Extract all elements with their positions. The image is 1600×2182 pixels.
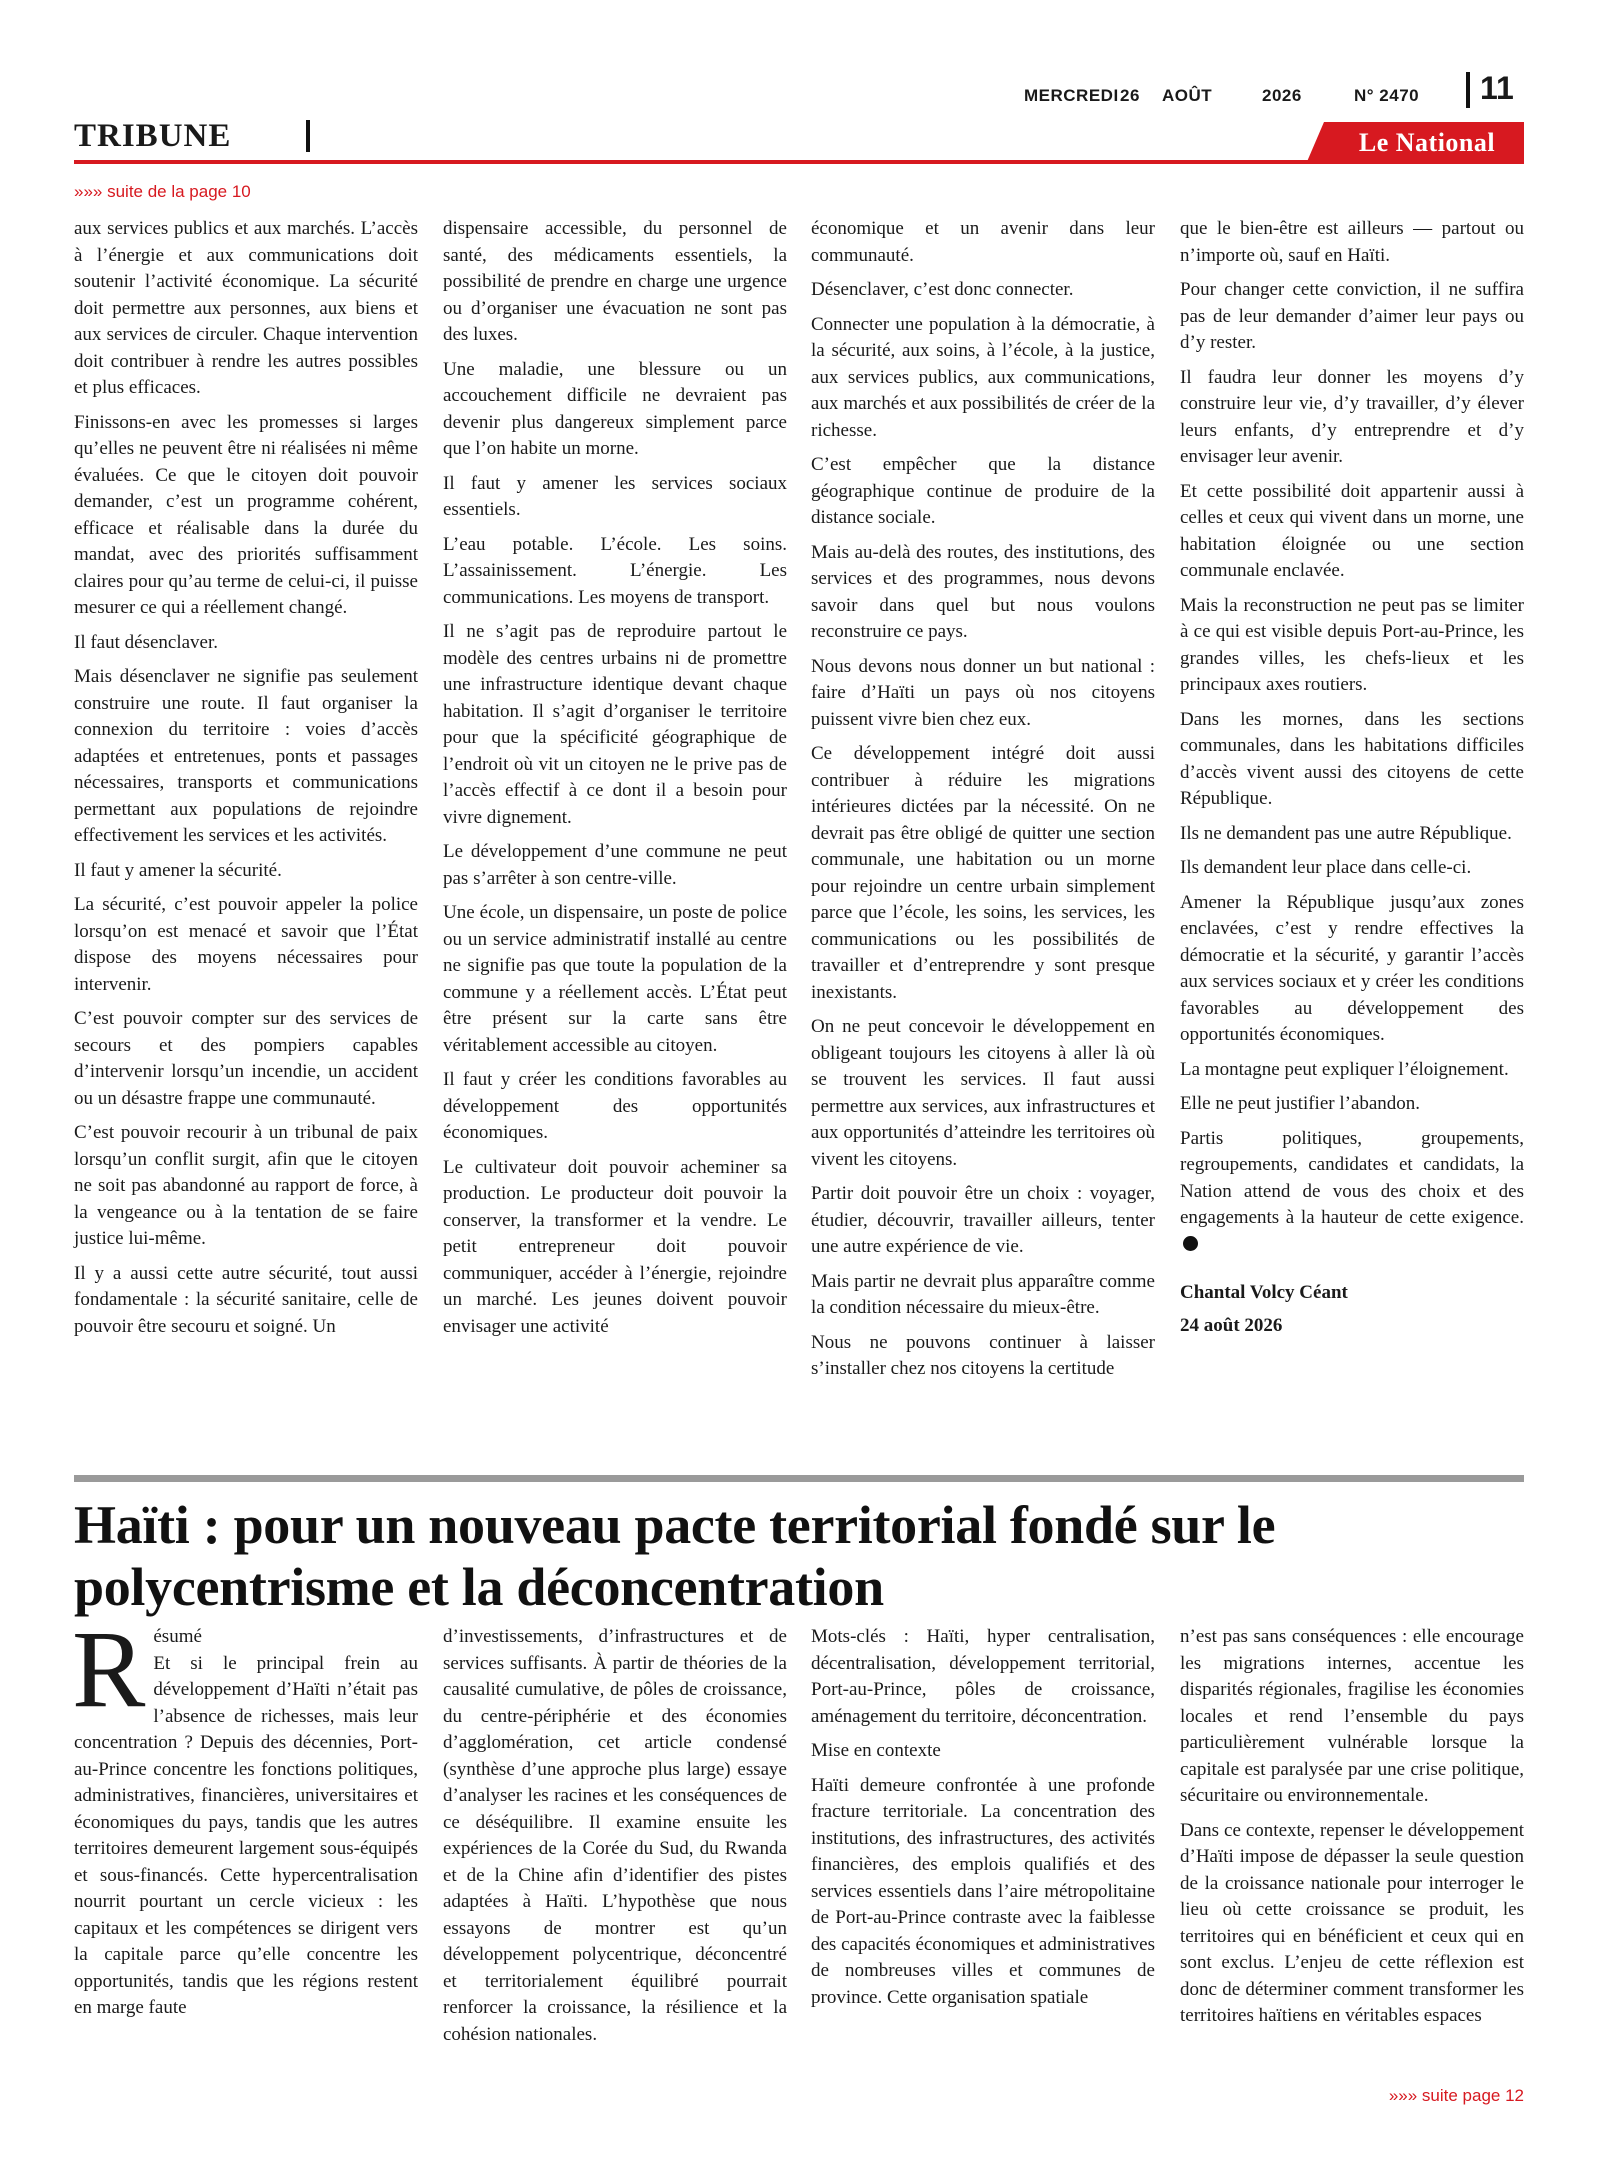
paragraph: Il faut y amener les services sociaux essentiels. (443, 472, 787, 520)
drop-cap: R (72, 1608, 146, 1730)
paragraph: Il faut désenclaver. (74, 631, 219, 653)
paragraph: Il faut y créer les conditions favorables au développement des opportunités économiques. (443, 1069, 787, 1143)
continued-from-link[interactable]: »»» suite de la page 10 (74, 182, 251, 201)
paragraph: Mais partir ne devrait plus apparaître comme la condition nécessaire du mieux-être. (811, 1270, 1155, 1318)
tribune-column-1 (74, 216, 418, 1348)
paragraph: C’est pouvoir compter sur des services de secours et des pompiers capables d’intervenir lorsqu’un incendie, un accident ou un désastre frappe une communauté. (74, 1008, 418, 1109)
paragraph: Mais désenclaver ne signifie pas seulement construire une route. Il faut organiser la connexion du territoire : voies d’accès adaptées et entretenues, ponts et passages nécessaires, transports et communications permettant aux populations de rejoindre effectivement les services et les activités. (74, 666, 418, 846)
paragraph: n’est pas sans conséquences : elle encourage les migrations internes, accentue les disparités régionales, fragilise les économies locales et rend l’ensemble du pays particulièrement vulnérable lorsque la capitale est paralysée par une crise politique, sécuritaire ou environnementale. (1180, 1626, 1524, 1806)
paragraph: Il y a aussi cette autre sécurité, tout aussi fondamentale : la sécurité sanitaire, celle de pouvoir être secouru et soigné. Un (74, 1262, 418, 1337)
paragraph: Il ne s’agit pas de reproduire partout le modèle des centres urbains ni de promettre une infrastructure identique devant chaque habitation. Il s’agit d’organiser le territoire pour que la spécificité géographique de l’endroit où vit un citoyen ne le prive pas de l’accès effectif à ce dont il a besoin pour vivre dignement. (443, 621, 787, 828)
paragraph: Finissons-en avec les promesses si larges qu’elles ne peuvent être ni réalisées ni même évaluées. Ce que le citoyen doit pouvoir demander, c’est un programme cohérent, efficace et réalisable dans la durée du mandat, avec des priorités suffisamment claires pour qu’au terme de celui-ci, il puisse mesurer ce qui a réellement changé. (74, 411, 418, 618)
end-of-article-icon (1183, 1236, 1198, 1251)
paragraph: Elle ne peut justifier l’abandon. (1180, 1093, 1421, 1114)
paragraph: Ils ne demandent pas une autre République. (1180, 822, 1512, 844)
tribune-column-2 (443, 216, 787, 1348)
tribune-column-4 (1180, 216, 1524, 1347)
paragraph: dispensaire accessible, du personnel de santé, des médicaments essentiels, la possibilité de prendre en charge une urgence ou d’organiser une évacuation ne sont pas des luxes. (443, 218, 787, 345)
issue-date-number: 26 (1120, 86, 1140, 105)
paragraph: économique et un avenir dans leur communauté. (811, 218, 1155, 266)
paragraph: d’investissements, d’infrastructures et de services suffisants. À partir de théories de la causalité cumulative, de pôles de croissance, du centre-périphérie et des économies d’agglomération, cet article condensé (synthèse d’une approche plus large) essaye d’analyser les racines et les conséquences de ce déséquilibre. Il examine ensuite les expériences de la Corée du Sud, du Rwanda et de la Chine afin d’identifier des pistes adaptées à Haïti. L’hypothèse que nous essayons de montrer est qu’un développement polycentrique, déconcentré et territorialement équilibré pourrait renforcer la croissance, la résilience et la cohésion nationales. (443, 1626, 787, 2045)
paragraph: Dans ce contexte, repenser le développement d’Haïti impose de dépasser la seule question de la croissance nationale pour interroger le lieu où cette croissance se produit, les territoires qui en bénéficient et ceux qui en sont exclus. L’enjeu de cette réflexion est donc de déterminer comment transformer les territoires haïtiens en véritables espaces (1180, 1819, 1524, 2026)
paragraph: C’est pouvoir recourir à un tribunal de paix lorsqu’un conflit surgit, afin que le citoyen ne soit pas abandonné au rapport de force, à la vengeance ou à la tentation de se faire justice lui-même. (74, 1122, 418, 1249)
subheading: Mise en contexte (811, 1740, 941, 1761)
paragraph: Nous ne pouvons continuer à laisser s’installer chez nos citoyens la certitude (811, 1331, 1155, 1379)
paragraph: aux services publics et aux marchés. L’accès à l’énergie et aux communications doit soutenir l’activité économique. La sécurité doit permettre aux personnes, aux biens et aux services de circuler. Chaque intervention doit contribuer à rendre les autres possibles et plus efficaces. (74, 218, 418, 398)
paragraph: Connecter une population à la démocratie, à la sécurité, aux soins, à l’école, à la justice, aux services publics, aux communications, aux marchés et aux possibilités de créer de la richesse. (811, 313, 1155, 441)
paragraph: La montagne peut expliquer l’éloignement. (1180, 1058, 1509, 1080)
issue-year: 2026 (1262, 86, 1302, 105)
article2-column-4 (1180, 1624, 1524, 2038)
paragraph: L’eau potable. L’école. Les soins. L’assainissement. L’énergie. Les communications. Les moyens de transport. (443, 533, 787, 608)
paragraph: C’est empêcher que la distance géographique continue de produire de la distance sociale. (811, 454, 1155, 528)
paragraph: Mais au-delà des routes, des institutions, des services et des programmes, nous devons savoir dans quel but nous voulons reconstruire ce pays. (811, 541, 1155, 642)
newspaper-logo: Le National (1358, 128, 1496, 157)
continued-to-link[interactable]: »»» suite page 12 (1388, 2086, 1524, 2105)
paragraph: Amener la République jusqu’aux zones enclavées, c’est y rendre effectives la démocratie et la sécurité, y garantir l’accès aux services sociaux et y créer les conditions favorables au développement des opportunités économiques. (1180, 891, 1524, 1045)
issue-meta (1024, 82, 1424, 110)
article2-column-1 (72, 1608, 418, 2030)
paragraph: Il faudra leur donner les moyens d’y construire leur vie, d’y travailler, d’y élever leurs enfants, d’y entreprendre et d’y envisager leur avenir. (1180, 366, 1524, 467)
article-headline: Haïti : pour un nouveau pacte territorial fondé sur le polycentrisme et la déconcentration (74, 1495, 1276, 1617)
author-date: 24 août 2026 (1180, 1314, 1283, 1336)
header-rule (74, 160, 1524, 164)
paragraph: Le développement d’une commune ne peut pas s’arrêter à son centre-ville. (443, 841, 787, 889)
paragraph-text: Partis politiques, groupements, regroupements, candidates et candidats, la Nation attend de vous des choix et des engagements à la hauteur de cette exigence. (1180, 1127, 1524, 1228)
paragraph: Haïti demeure confrontée à une profonde fracture territoriale. La concentration des institutions, des infrastructures, des activités financières, des emplois qualifiés et des services essentiels dans l’aire métropolitaine de Port-au-Prince contraste avec la faiblesse des capacités économiques et administratives de nombreuses villes et communes de province. Cette organisation spatiale (811, 1774, 1155, 2008)
article2-column-3 (811, 1624, 1155, 2019)
paragraph: La sécurité, c’est pouvoir appeler la police lorsqu’on est menacé et savoir que l’État dispose des moyens nécessaires pour intervenir. (74, 894, 418, 995)
paragraph: Il faut y amener la sécurité. (74, 859, 282, 881)
paragraph: Ce développement intégré doit aussi contribuer à réduire les migrations intérieures dictées par la nécessité. On ne devrait pas être obligé de quitter une section communale, une habitation ou un morne pour rejoindre un centre urbain simplement parce que l’école, les soins, les services, les communications ou les possibilités de travailler et d’entreprendre y sont presque inexistants. (811, 743, 1155, 1003)
paragraph: Une maladie, une blessure ou un accouchement difficile ne devraient pas devenir plus dangereux simplement parce que l’on habite un morne. (443, 358, 787, 459)
tribune-column-3 (811, 216, 1155, 1391)
author-name: Chantal Volcy Céant (1180, 1282, 1348, 1303)
section-title: TRIBUNE (74, 118, 232, 154)
paragraph: Partir doit pouvoir être un choix : voyager, étudier, découvrir, travailler ailleurs, tenter une autre expérience de vie. (811, 1183, 1155, 1257)
paragraph-final (1180, 1126, 1524, 1259)
paragraph: Dans les mornes, dans les sections communales, dans les habitations difficiles d’accès vivent aussi des citoyens de cette République. (1180, 708, 1524, 809)
paragraph: On ne peut concevoir le développement en obligeant toujours les citoyens à aller là où se trouvent les services. Il faut aussi permettre aux services, aux infrastructures et aux opportunités d’atteindre les territoires où vivent les citoyens. (811, 1016, 1155, 1170)
paragraph: Une école, un dispensaire, un poste de police ou un service administratif installé au centre ne signifie pas que toute la population de la commune y a réellement accès. L’État peut être présent sur la carte sans être véritablement accessible au citoyen. (443, 902, 787, 1056)
paragraph: Mais la reconstruction ne peut pas se limiter à ce qui est visible depuis Port-au-Prince, les grandes villes, les chefs-lieux et les principaux axes routiers. (1180, 594, 1524, 695)
page-number-divider (1466, 72, 1470, 108)
issue-day: MERCREDI (1024, 86, 1119, 105)
paragraph: Et si le principal frein au développement d’Haïti n’était pas l’absence de richesses, mais leur concentration ? Depuis des décennies, Port-au-Prince concentre les fonctions politiques, administratives, financières, universitaires et économiques du pays, tandis que les autres territoires demeurent largement sous-équipés et sous-financés. Cette hypercentralisation nourrit pourtant un cercle vicieux : les capitaux et les compétences se dirigent vers la capitale parce qu’elle concentre les opportunités, tandis que les régions restent en marge faute (74, 1652, 418, 2018)
paragraph: Nous devons nous donner un but national : faire d’Haïti un pays où nos citoyens puissent vivre bien chez eux. (811, 655, 1155, 730)
paragraph: Pour changer cette conviction, il ne suffira pas de leur demander d’aimer leur pays ou d’y rester. (1180, 279, 1524, 353)
issue-month: AOÛT (1162, 86, 1213, 105)
paragraph: Le cultivateur doit pouvoir acheminer sa production. Le producteur doit pouvoir la conserver, la transformer et la vendre. Le petit entrepreneur doit pouvoir communiquer, accéder à l’énergie, rejoindre un marché. Les jeunes doivent pouvoir envisager une activité (443, 1156, 787, 1337)
page-number: 11 (1480, 70, 1514, 106)
article2-column-2 (443, 1624, 787, 2056)
article-separator (74, 1475, 1524, 1482)
abstract-heading: ésumé (153, 1626, 202, 1647)
paragraph: Mots-clés : Haïti, hyper centralisation, décentralisation, développement territorial, Port-au-Prince, pôles de croissance, aménagement du territoire, déconcentration. (811, 1626, 1155, 1727)
paragraph: Et cette possibilité doit appartenir aussi à celles et ceux qui vivent dans un morne, une habitation éloignée ou une section communale enclavée. (1180, 480, 1524, 581)
issue-number: N° 2470 (1354, 86, 1420, 105)
paragraph: Ils demandent leur place dans celle-ci. (1180, 857, 1472, 878)
paragraph: Désenclaver, c’est donc connecter. (811, 279, 1074, 300)
paragraph: que le bien-être est ailleurs — partout ou n’importe où, sauf en Haïti. (1180, 218, 1524, 266)
section-divider (306, 120, 310, 152)
